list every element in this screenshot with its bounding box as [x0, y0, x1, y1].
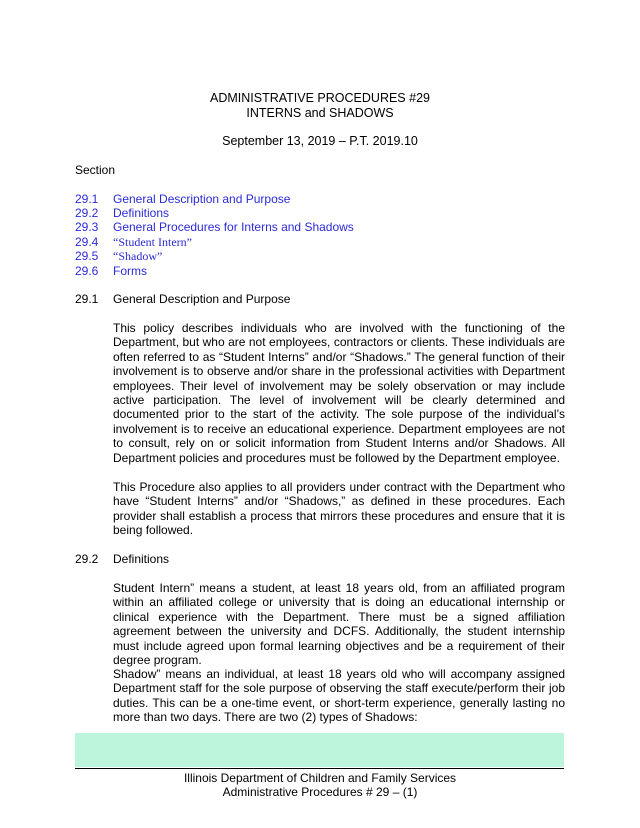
section-heading-29-1: [75, 292, 290, 306]
doc-date: September 13, 2019 – P.T. 2019.10: [222, 134, 418, 148]
paragraph-shadow-definition: Shadow” means an individual, at least 18 years old who will accompany assigned Department staff for the sole purpose of observing the staff execute/perform their job duties. This can be a one-time event, or short-term experience, generally lasting no more than two days. There are two (2) types of Shadows:: [113, 667, 565, 725]
toc-item-29-3[interactable]: [75, 220, 354, 234]
toc-item-number: 29.1: [75, 192, 99, 206]
toc-item-number: 29.6: [75, 264, 99, 278]
toc-item-29-1[interactable]: [75, 192, 290, 206]
section-number: 29.1: [75, 292, 99, 306]
paragraph-general-description: This policy describes individuals who are involved with the functioning of the Department, but who are not employees, contractors or clients. These individuals are often referred to as “Student Interns” and/or “Shadows.” The general function of their involvement is to observe and/or share in the professional activities with Department employees. Their level of involvement may be solely observation or may include active participation. The level of involvement will be clearly determined and documented prior to the start of the activity. The sole purpose of the individual’s involvement is to receive an educational experience. Department employees are not to consult, rely on or solicit information from Student Interns and/or Shadows. All Department policies and procedures must be followed by the Department employee.: [113, 321, 565, 465]
toc-item-title: “Student Intern”: [113, 235, 192, 249]
toc-item-number: 29.5: [75, 249, 99, 263]
section-title: Definitions: [113, 552, 170, 566]
toc-item-29-6[interactable]: [75, 264, 147, 278]
toc-item-number: 29.3: [75, 220, 99, 234]
toc-label: Section: [75, 163, 116, 177]
toc-item-title: Forms: [113, 264, 147, 278]
toc-item-title: General Procedures for Interns and Shadows: [113, 220, 354, 234]
toc-item-29-4[interactable]: [75, 235, 192, 249]
toc-item-29-2[interactable]: [75, 206, 169, 220]
toc-item-29-5[interactable]: [75, 249, 162, 263]
doc-title: ADMINISTRATIVE PROCEDURES #29: [210, 91, 430, 105]
section-heading-29-2: [75, 552, 169, 566]
toc-item-number: 29.4: [75, 235, 99, 249]
paragraph-student-intern-definition: Student Intern” means a student, at least 18 years old, from an affiliated program within an affiliated college or university that is doing an educational internship or clinical experience with the Department. There must be a signed affiliation agreement between the university and DCFS. Additionally, the student internship must include agreed upon formal learning objectives and be a requirement of their degree program.: [113, 581, 565, 668]
toc-item-title: “Shadow”: [113, 249, 163, 263]
section-number: 29.2: [75, 552, 99, 566]
highlight-band: [75, 733, 564, 767]
footer-agency: Illinois Department of Children and Family Services: [183, 771, 457, 785]
toc-item-title: Definitions: [113, 206, 170, 220]
footer-rule: [75, 768, 564, 769]
doc-subtitle: INTERNS and SHADOWS: [246, 106, 394, 120]
toc-item-title: General Description and Purpose: [113, 192, 291, 206]
section-title: General Description and Purpose: [113, 292, 291, 306]
toc-item-number: 29.2: [75, 206, 99, 220]
footer-page-ref: Administrative Procedures # 29 – (1): [222, 785, 418, 799]
paragraph-provider-scope: This Procedure also applies to all providers under contract with the Department who have “Student Interns” and/or “Shadows,” as defined in these procedures. Each provider shall establish a process that mirrors these procedures and ensure that it is being followed.: [113, 480, 565, 538]
